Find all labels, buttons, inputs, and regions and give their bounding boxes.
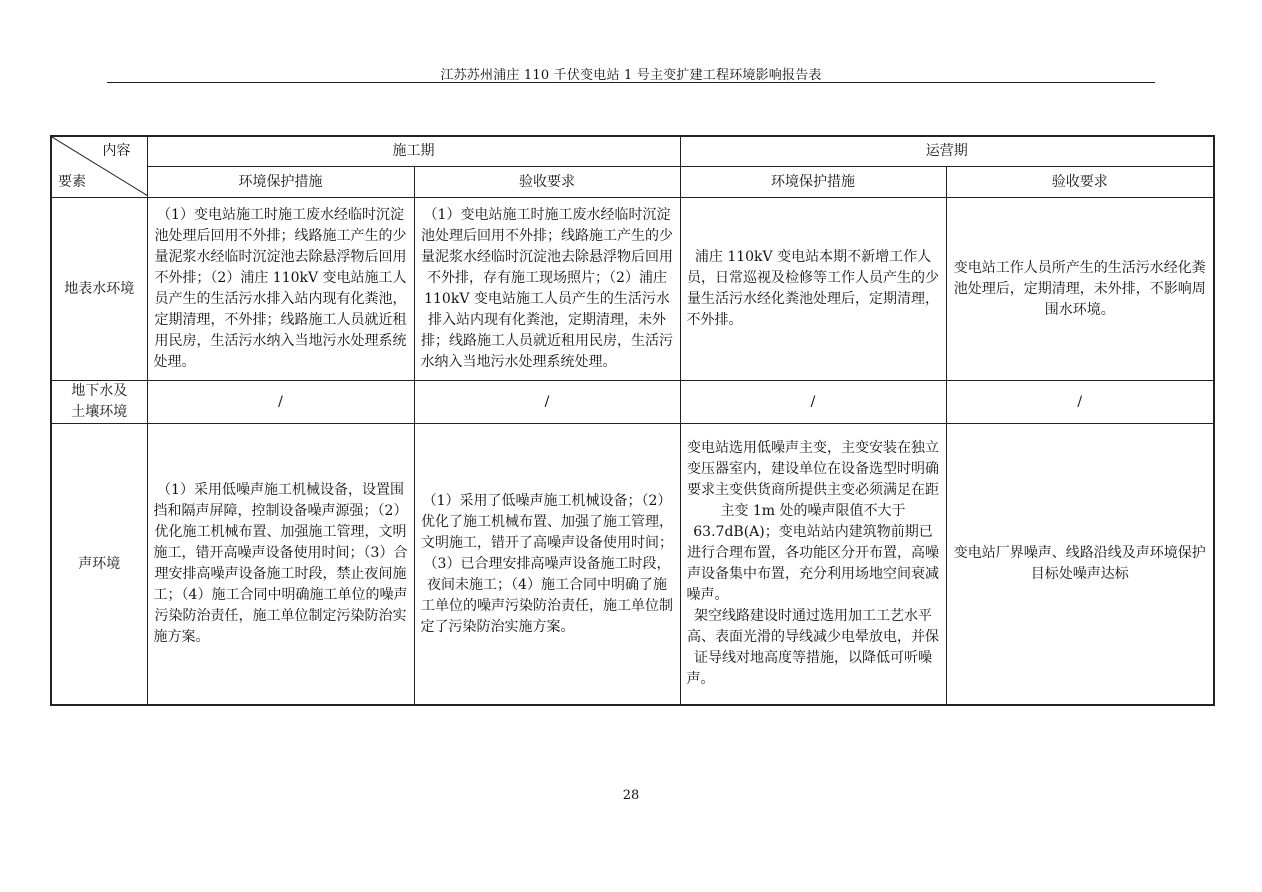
row-label-line2: 土壤环境 <box>71 404 128 420</box>
corner-label-element: 要素 <box>58 174 86 190</box>
cell-operation-acceptance: 变电站工作人员所产生的生活污水经化粪池处理后，定期清理，未外排，不影响周围水环境。 <box>946 198 1214 381</box>
cell-construction-acceptance: （1）采用了低噪声施工机械设备；（2）优化了施工机械布置、加强了施工管理，文明施工，错开了高噪声设备使用时间；（3）已合理安排高噪声设备施工时段，夜间未施工；（4）施工合同中明确了施工单位的噪声污染防治责任，施工单位制定了污染防治实施方案。 <box>414 424 680 706</box>
cell-construction-acceptance: （1）变电站施工时施工废水经临时沉淀池处理后回用不外排；线路施工产生的少量泥浆水经临时沉淀池去除悬浮物后回用不外排，存有施工现场照片；（2）浦庄 110kV 变电站施工人员产生的生活污水排入站内现有化粪池，定期清理，未外排；线路施工人员就近租用民房，生活污水纳入当地污水处理系统处理。 <box>414 198 680 381</box>
row-label-groundwater-soil <box>51 381 147 424</box>
page-number: 28 <box>622 788 640 803</box>
cell-operation-acceptance: / <box>946 381 1214 424</box>
cell-construction-measures: （1）变电站施工时施工废水经临时沉淀池处理后回用不外排；线路施工产生的少量泥浆水经临时沉淀池去除悬浮物后回用不外排；（2）浦庄 110kV 变电站施工人员产生的生活污水排入站内现有化粪池，定期清理，不外排；线路施工人员就近租用民房，生活污水纳入当地污水处理系统处理。 <box>147 198 414 381</box>
phase-header-construction: 施工期 <box>147 136 680 167</box>
corner-label-content: 内容 <box>102 143 131 159</box>
cell-construction-acceptance: / <box>414 381 680 424</box>
row-label-acoustic: 声环境 <box>51 424 147 706</box>
row-label-surface-water: 地表水环境 <box>51 198 147 381</box>
corner-header-cell <box>51 136 147 198</box>
cell-operation-measures <box>680 424 946 706</box>
cell-operation-measures: 浦庄 110kV 变电站本期不新增工作人员，日常巡视及检修等工作人员产生的少量生活污水经化粪池处理后，定期清理，不外排。 <box>680 198 946 381</box>
cell-construction-measures: （1）采用低噪声施工机械设备，设置围挡和隔声屏障，控制设备噪声源强；（2）优化施工机械布置、加强施工管理，文明施工，错开高噪声设备使用时间；（3）合理安排高噪声设备施工时段，禁止夜间施工；（4）施工合同中明确施工单位的噪声污染防治责任，施工单位制定污染防治实施方案。 <box>147 424 414 706</box>
operation-measures-substation: 变电站选用低噪声主变，主变安装在独立变压器室内，建设单位在设备选型时明确要求主变供货商所提供主变必须满足在距主变 1m 处的噪声限值不大于 63.7dB(A)；变电站站内建筑物前期已进行合理布置，各功能区分开布置，高噪声设备集中布置，充分利用场地空间衰减噪声。 <box>686 440 939 603</box>
phase-header-operation: 运营期 <box>680 136 1214 167</box>
subheader-operation-acceptance: 验收要求 <box>946 167 1214 198</box>
cell-operation-acceptance: 变电站厂界噪声、线路沿线及声环境保护目标处噪声达标 <box>946 424 1214 706</box>
operation-measures-line: 架空线路建设时通过选用加工工艺水平高、表面光滑的导线减少电晕放电，并保证导线对地高度等措施，以降低可听噪声。 <box>686 608 939 687</box>
table-row <box>51 381 1214 424</box>
subheader-construction-measures: 环境保护措施 <box>147 167 414 198</box>
subheader-construction-acceptance: 验收要求 <box>414 167 680 198</box>
document-header-title: 江苏苏州浦庄 110 千伏变电站 1 号主变扩建工程环境影响报告表 <box>440 68 822 83</box>
table-row <box>51 424 1214 706</box>
cell-construction-measures: / <box>147 381 414 424</box>
subheader-operation-measures: 环境保护措施 <box>680 167 946 198</box>
environmental-measures-table <box>50 135 1215 706</box>
table-row <box>51 198 1214 381</box>
row-label-line1: 地下水及 <box>71 383 128 399</box>
header-rule <box>107 82 1155 83</box>
cell-operation-measures: / <box>680 381 946 424</box>
